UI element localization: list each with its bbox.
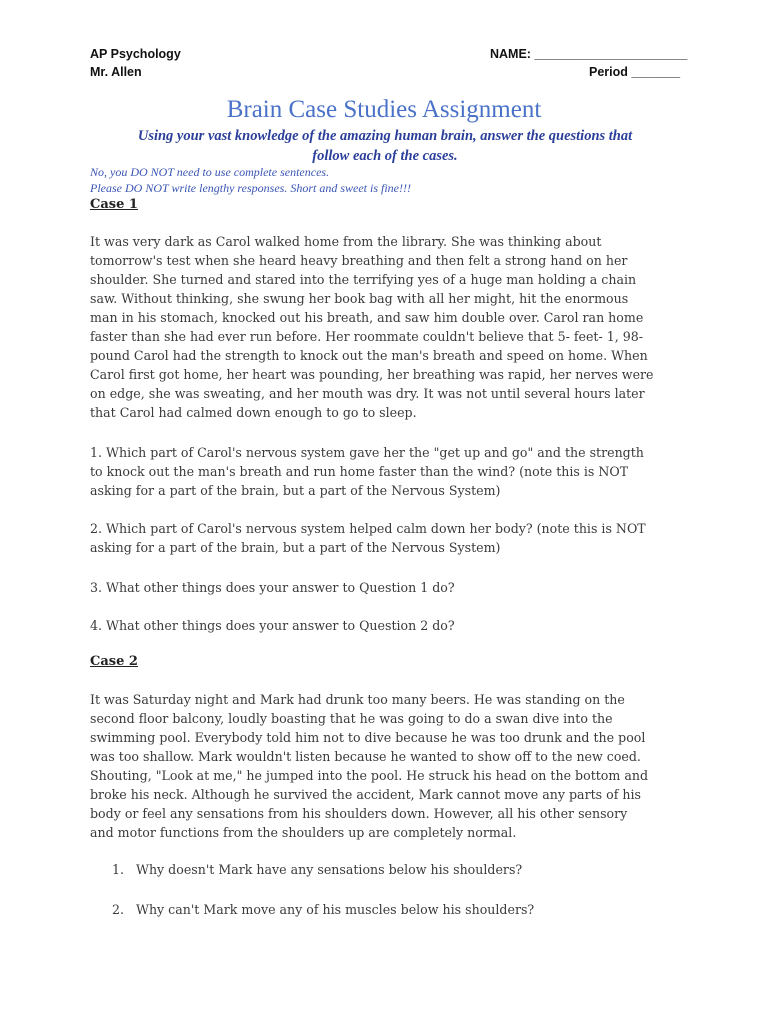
paragraph-line: second floor balcony, loudly boasting that he was going to do a swan dive into the (90, 711, 613, 726)
question-number: 2. (112, 902, 125, 917)
paragraph-line: faster than she had ever run before. Her roommate couldn't believe that 5- feet- 1, 98- (90, 329, 644, 344)
paragraph-line: broke his neck. Although he survived the accident, Mark cannot move any parts of his (90, 787, 641, 802)
paragraph-line: and motor functions from the shoulders up are completely normal. (90, 825, 517, 840)
paragraph-line: It was Saturday night and Mark had drunk too many beers. He was standing on the (90, 692, 625, 707)
question-line: 1. Which part of Carol's nervous system gave her the "get up and go" and the strength (90, 445, 644, 460)
paragraph-line: saw. Without thinking, she swung her book bag with all her might, hit the enormous (90, 291, 629, 306)
case-1-heading: Case 1 (90, 197, 138, 212)
note-line: No, you DO NOT need to use complete sentences. (90, 165, 330, 179)
case-2-heading: Case 2 (90, 654, 138, 669)
case-1-question-1 (90, 443, 682, 500)
case-1-question-4 (90, 616, 682, 635)
name-field-label: NAME: ______________________ (490, 47, 688, 61)
paragraph-line: body or feel any sensations from his shoulders down. However, all his other sensory (90, 806, 628, 821)
paragraph-line: was too shallow. Mark wouldn't listen because he wanted to show off to the new coed. (90, 749, 641, 764)
paragraph-line: man in his stomach, knocked out his breath, and saw him double over. Carol ran home (90, 310, 644, 325)
teacher-label: Mr. Allen (90, 65, 142, 79)
question-line: 4. What other things does your answer to Question 2 do? (90, 618, 455, 633)
paragraph-line: on edge, she was sweating, and her mouth was dry. It was not until several hours later (90, 386, 645, 401)
instructions-subtitle (90, 126, 680, 166)
question-text: Why doesn't Mark have any sensations below his shoulders? (136, 862, 523, 877)
case-1-question-3 (90, 578, 682, 597)
paragraph-line: shoulder. She turned and stared into the terrifying yes of a huge man holding a chain (90, 272, 637, 287)
note-line: Please DO NOT write lengthy responses. Short and sweet is fine!!! (90, 181, 411, 195)
period-field-label: Period _______ (589, 65, 681, 79)
page-title: Brain Case Studies Assignment (226, 96, 542, 123)
subtitle-line: follow each of the cases. (312, 148, 458, 164)
case-1-question-2 (90, 519, 682, 557)
question-number: 1. (112, 862, 125, 877)
paragraph-line: swimming pool. Everybody told him not to dive because he was too drunk and the pool (90, 730, 646, 745)
course-label: AP Psychology (90, 47, 181, 61)
question-line: 3. What other things does your answer to Question 1 do? (90, 580, 455, 595)
question-line: asking for a part of the brain, but a part of the Nervous System) (90, 483, 501, 498)
paragraph-line: It was very dark as Carol walked home from the library. She was thinking about (90, 234, 602, 249)
paragraph-line: tomorrow's test when she heard heavy breathing and then felt a strong hand on her (90, 253, 628, 268)
question-text: Why can't Mark move any of his muscles below his shoulders? (136, 902, 535, 917)
paragraph-line: Carol first got home, her heart was pounding, her breathing was rapid, her nerves were (90, 367, 654, 382)
paragraph-line: that Carol had calmed down enough to go to sleep. (90, 405, 417, 420)
case-2-paragraph (90, 690, 682, 842)
question-line: to knock out the man's breath and run home faster than the wind? (note this is NOT (90, 464, 629, 479)
paragraph-line: Shouting, "Look at me," he jumped into the pool. He struck his head on the bottom and (90, 768, 649, 783)
question-line: 2. Which part of Carol's nervous system helped calm down her body? (note this is NOT (90, 521, 646, 536)
case-2-question-2 (112, 902, 534, 917)
case-2-question-1 (112, 862, 522, 877)
paragraph-line: pound Carol had the strength to knock out the man's breath and speed on home. When (90, 348, 648, 363)
subtitle-line: Using your vast knowledge of the amazing human brain, answer the questions that (137, 128, 633, 144)
case-1-paragraph (90, 232, 682, 422)
question-line: asking for a part of the brain, but a part of the Nervous System) (90, 540, 501, 555)
